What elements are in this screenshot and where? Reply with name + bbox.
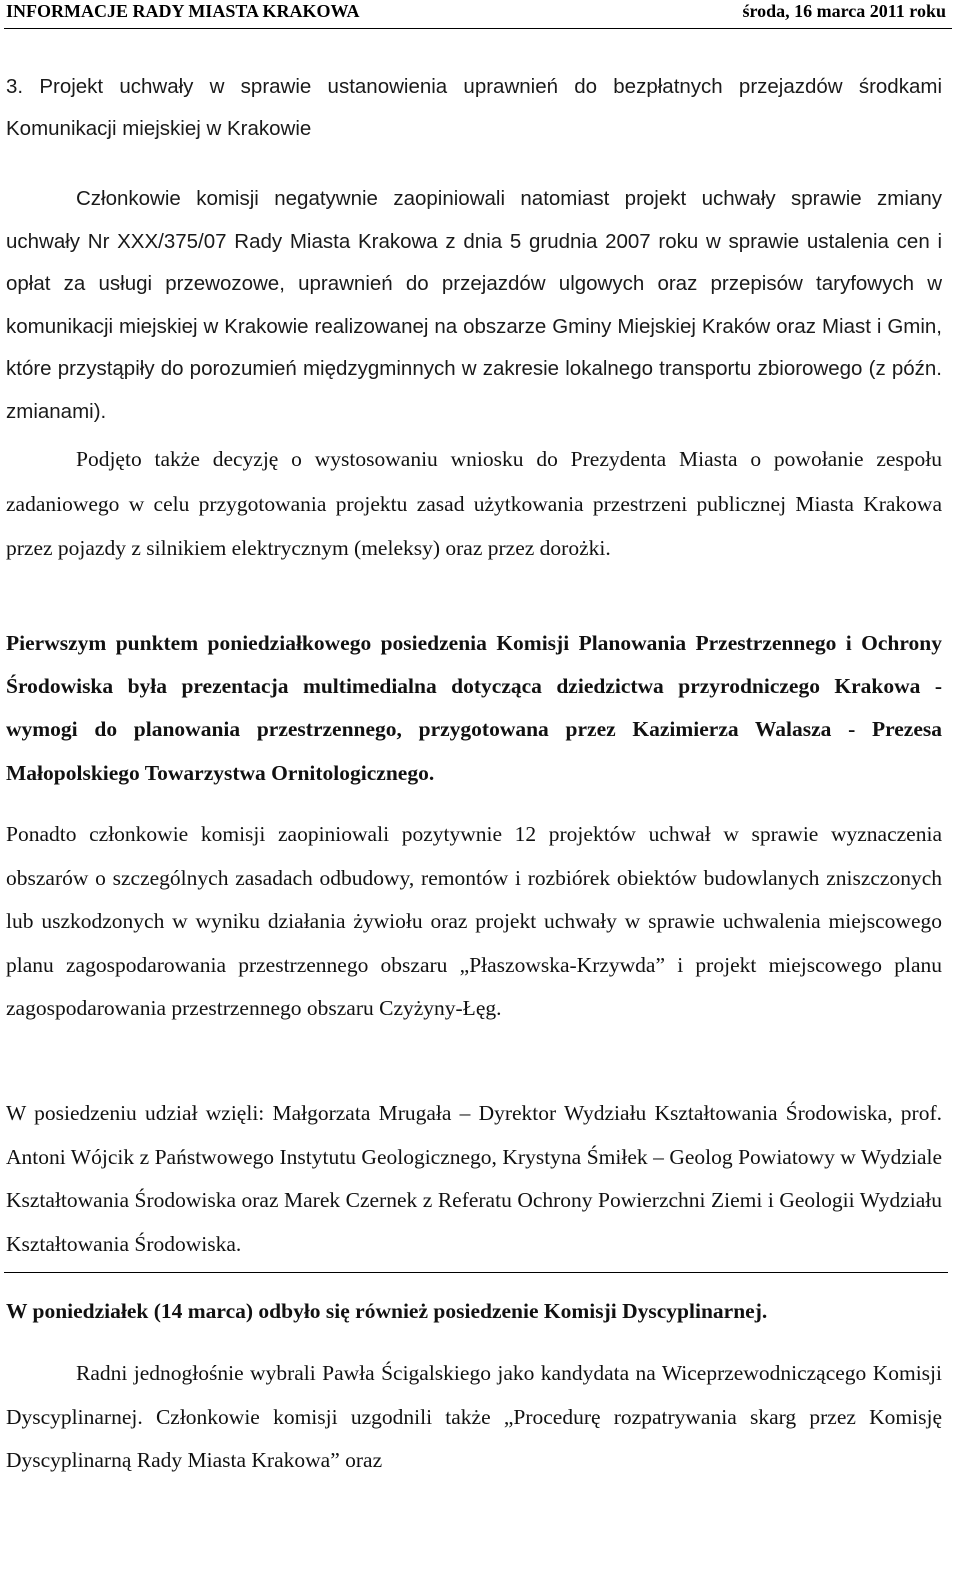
item3-heading-line2: Komunikacji miejskiej w Krakowie [6, 117, 312, 140]
bulletin-date: środa, 16 marca 2011 roku [742, 1, 946, 21]
item3-paragraph-2: Podjęto także decyzję o wystosowaniu wniosku do Prezydenta Miasta o powołanie zespołu zadaniowego w celu przygotowania projektu zasad użytkowania przestrzeni publicznej Miasta Krakowa przez pojazdy z silnikiem elektrycznym (meleksy) oraz przez dorożki. [6, 447, 942, 560]
discipline-section [6, 1290, 942, 1333]
item3-decision [6, 437, 942, 571]
planning-attendees [6, 1092, 942, 1266]
discipline-body [6, 1352, 942, 1483]
item3-heading-line1: 3. Projekt uchwały w sprawie ustanowienia uprawnień do bezpłatnych przejazdów środkami [6, 75, 942, 98]
planning-paragraph-1: Ponadto członkowie komisji zaopiniowali pozytywnie 12 projektów uchwał w sprawie wyznaczenia obszarów o szczególnych zasadach odbudowy, remontów i rozbiórek obiektów budowlanych zniszczonych lub uszkodzonych w wyniku działania żywiołu oraz projekt uchwały w sprawie uchwalenia miejscowego planu zagospodarowania przestrzennego obszaru „Płaszowska-Krzywda” i projekt miejscowego planu zagospodarowania przestrzennego obszaru Czyżyny-Łęg. [6, 822, 942, 1020]
item3-section [6, 66, 942, 434]
item3-paragraph-1: Członkowie komisji negatywnie zaopiniowali natomiast projekt uchwały sprawie zmiany uchwały Nr XXX/375/07 Rady Miasta Krakowa z dnia 5 grudnia 2007 roku w sprawie ustalenia cen i opłat za usługi przewozowe, uprawnień do przejazdów ulgowych oraz przepisów taryfowych w komunikacji miejskiej w Krakowie realizowanej na obszarze Gminy Miejskiej Kraków oraz Miast i Gmin, które przystąpiły do porozumień międzygminnych w zakresie lokalnego transportu zbiorowego (z późn. zmianami). [6, 187, 942, 423]
planning-lead: Pierwszym punktem poniedziałkowego posiedzenia Komisji Planowania Przestrzennego i Ochrony Środowiska była prezentacja multimedialna dotycząca dziedzictwa przyrodniczego Krakowa - wymogi do planowania przestrzennego, przygotowana przez Kazimierza Walasza - Prezesa Małopolskiego Towarzystwa Ornitologicznego. [6, 631, 942, 785]
planning-section [6, 622, 942, 795]
planning-opinions [6, 813, 942, 1031]
discipline-heading: W poniedziałek (14 marca) odbyło się również posiedzenie Komisji Dyscyplinarnej. [6, 1299, 768, 1323]
page-header [4, 0, 952, 29]
planning-paragraph-2: W posiedzeniu udział wzięli: Małgorzata Mrugała – Dyrektor Wydziału Kształtowania Środowiska, prof. Antoni Wójcik z Państwowego Instytutu Geologicznego, Krystyna Śmiłek – Geolog Powiatowy w Wydziale Kształtowania Środowiska oraz Marek Czernek z Referatu Ochrony Powierzchni Ziemi i Geologii Wydziału Kształtowania Środowiska. [6, 1101, 942, 1256]
discipline-paragraph: Radni jednogłośnie wybrali Pawła Ścigalskiego jako kandydata na Wiceprzewodniczącego Komisji Dyscyplinarnej. Członkowie komisji uzgodnili także „Procedurę rozpatrywania skarg przez Komisję Dyscyplinarną Rady Miasta Krakowa” oraz [6, 1361, 942, 1472]
bulletin-title: INFORMACJE RADY MIASTA KRAKOWA [6, 1, 360, 21]
section-divider [4, 1272, 948, 1273]
